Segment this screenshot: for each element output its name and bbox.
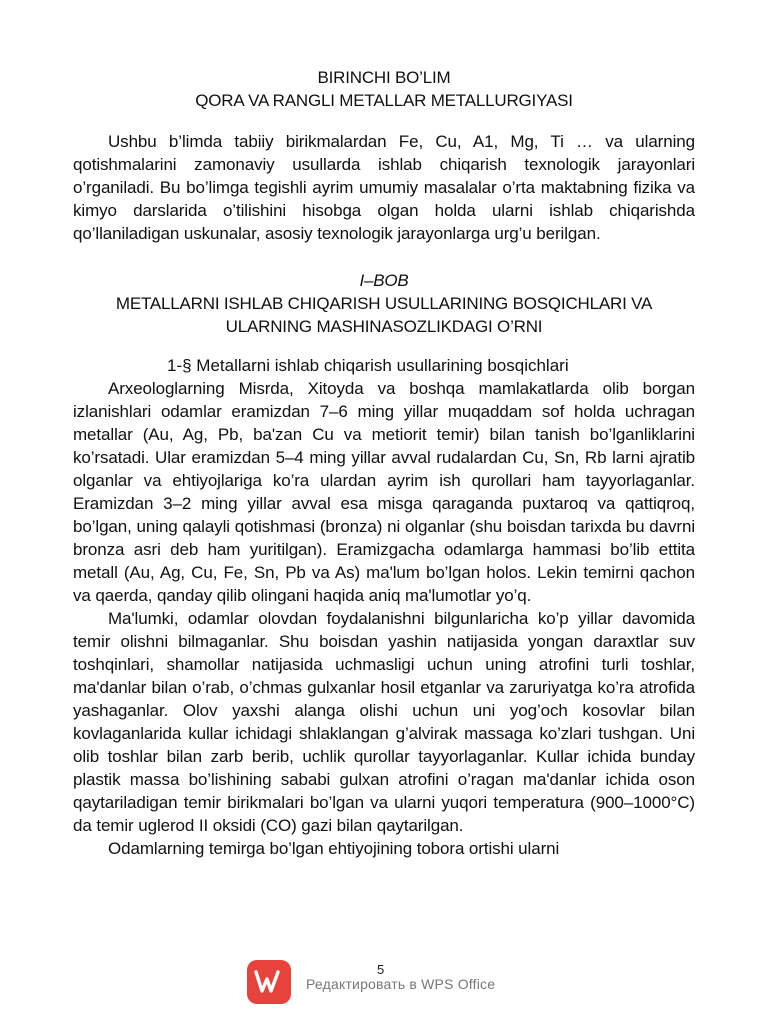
page-number: 5 [377, 962, 385, 977]
wps-w-glyph-icon [254, 969, 284, 995]
body-paragraph-2: Ma'lumki, odamlar olovdan foydalanishni bilgunlaricha ko’p yillar davomida temir olishni bilmaganlar. Shu boisdan yashin natijasida yongan daraxtlar suv toshqinlari, shamollar natijasida uchmasligi uchun uning atrofini turli toshlar, ma'danlar bilan o’rab, o’chmas gulxanlar hosil etganlar va zaruriyatga ko’ra atrofida yashaganlar. Olov yaxshi alanga olishi uchun uni yog’och kosovlar bilan kovlaganlarida kullar ichidagi shlaklangan g’alvirak massaga ko’zlari tushgan. Uni olib toshlar bilan zarb berib, uchlik qurollar tayyorlaganlar. Kullar ichida bunday plastik massa bo’lishining sababi gulxan atrofini o’ragan ma'danlar ichida oson qaytariladigan temir birikmalari bo’lgan va ularni yuqori temperatura (900–1000°C) da temir uglerod II oksidi (CO) gazi bilan qaytarilgan. [73, 609, 695, 835]
chapter-title-line1: METALLARNI ISHLAB CHIQARISH USULLARINING BOSQICHLARI VA [115, 294, 653, 313]
wps-logo-icon[interactable] [247, 960, 291, 1004]
section-title: 1-§ Metallarni ishlab chiqarish usullarining bosqichlari [167, 356, 569, 375]
body-paragraph-3: Odamlarning temirga bo’lgan ehtiyojining tobora ortishi ularni [108, 839, 560, 858]
document-page [73, 66, 695, 860]
part-subheading: QORA VA RANGLI METALLAR METALLURGIYASI [195, 91, 573, 110]
page-footer [0, 958, 768, 1008]
chapter-label: I–BOB [359, 271, 409, 290]
chapter-title-line2: ULARNING MASHINASOZLIKDAGI O’RNI [225, 317, 543, 336]
part-heading: BIRINCHI BO’LIM [317, 68, 451, 87]
wps-edit-link[interactable]: Редактировать в WPS Office [306, 976, 496, 992]
body-paragraph-1: Arxeologlarning Misrda, Xitoyda va boshqa mamlakatlarda olib borgan izlanishlari odamlar eramizdan 7–6 ming yillar muqaddam sof holda uchragan metallar (Au, Ag, Pb, ba'zan Cu va metiorit temir) bilan tanish bo’lganliklarini ko’rsatadi. Ular eramizdan 5–4 ming yillar avval rudalardan Cu, Sn, Rb larni ajratib olganlar va ehtiyojlariga ko’ra ulardan ayrim ish qurollari ham tayyorlaganlar. Eramizdan 3–2 ming yillar avval esa misga qaraganda puxtaroq va qattiqroq, bo’lgan, uning qalayli qotishmasi (bronza) ni olganlar (shu boisdan tarixda bu davrni bronza asri deb ham yuritilgan). Eramizgacha odamlarga hammasi bo’lib ettita metall (Au, Ag, Cu, Fe, Sn, Pb va As) ma'lum bo’lgan holos. Lekin temirni qachon va qaerda, qanday qilib olingani haqida aniq ma'lumotlar yo’q. [73, 379, 695, 605]
intro-paragraph: Ushbu b’limda tabiiy birikmalardan Fe, Cu, A1, Mg, Ti … va ularning qotishmalarini zamonaviy usullarda ishlab chiqarish texnologik jarayonlari o’rganiladi. Bu bo’limga tegishli ayrim umumiy masalalar o’rta maktabning fizika va kimyo darslarida o’tilishini hisobga olgan holda ularni ishlab chiqarishda qo’llaniladigan uskunalar, asosiy texnologik jarayonlarga urg’u berilgan. [73, 132, 695, 243]
